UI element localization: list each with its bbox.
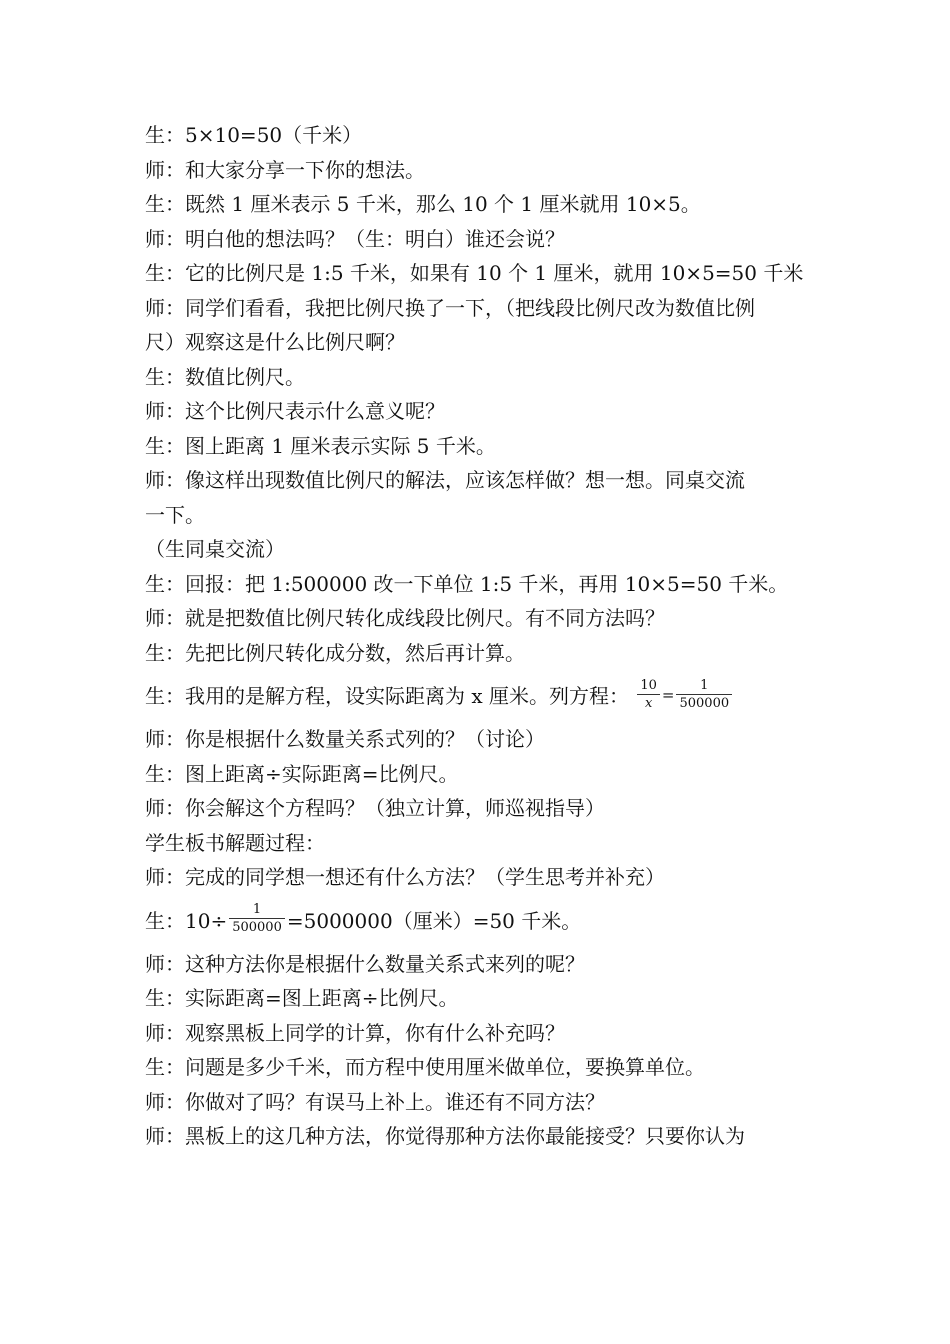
text-line: 一下。 <box>145 502 205 527</box>
text-line: （生同桌交流） <box>145 537 285 561</box>
text-line: 师：这个比例尺表示什么意义呢？ <box>145 399 445 423</box>
text-line: 师：明白他的想法吗？（生：明白）谁还会说？ <box>145 226 565 251</box>
document-body <box>145 118 810 1154</box>
text-line: 师：同学们看看，我把比例尺换了一下，（把线段比例尺改为数值比例 <box>145 295 755 320</box>
division-prefix: 生：10÷ <box>145 908 228 933</box>
text-line: 学生板书解题过程： <box>145 830 325 855</box>
text-line: 师：你做对了吗？有误马上补上。谁还有不同方法？ <box>145 1089 605 1114</box>
text-line: 生：问题是多少千米，而方程中使用厘米做单位，要换算单位。 <box>145 1055 705 1079</box>
division-line <box>145 895 810 947</box>
text-line: 师：这种方法你是根据什么数量关系式来列的呢？ <box>145 951 585 976</box>
equation-right-fraction <box>676 678 732 712</box>
fraction-denominator: x <box>637 694 660 712</box>
division-fraction <box>229 902 285 936</box>
text-line: 师：完成的同学想一想还有什么方法？（学生思考并补充） <box>145 865 665 889</box>
equation-left-fraction <box>637 678 660 712</box>
equation-line <box>145 670 810 722</box>
text-line: 生：先把比例尺转化成分数，然后再计算。 <box>145 640 525 665</box>
division-suffix: =5000000（厘米）=50 千米。 <box>286 908 582 933</box>
fraction-denominator: 500000 <box>676 694 732 712</box>
text-line: 生：5×10=50（千米） <box>145 123 363 147</box>
text-line: 师：和大家分享一下你的想法。 <box>145 157 425 182</box>
text-line: 生：实际距离=图上距离÷比例尺。 <box>145 986 459 1010</box>
text-line: 生：图上距离 1 厘米表示实际 5 千米。 <box>145 433 496 458</box>
text-line: 师：你是根据什么数量关系式列的？（讨论） <box>145 727 545 751</box>
fraction-numerator: 10 <box>640 677 657 693</box>
text-line: 师：就是把数值比例尺转化成线段比例尺。有不同方法吗？ <box>145 606 665 630</box>
text-line: 师：黑板上的这几种方法，你觉得那种方法你最能接受？只要你认为 <box>145 1124 745 1148</box>
fraction-numerator: 1 <box>700 677 709 693</box>
fraction-denominator: 500000 <box>229 918 285 936</box>
text-line: 生：既然 1 厘米表示 5 千米，那么 10 个 1 厘米就用 10×5。 <box>145 192 701 216</box>
text-line: 师：你会解这个方程吗？（独立计算，师巡视指导） <box>145 796 605 820</box>
text-line: 师：像这样出现数值比例尺的解法，应该怎样做？想一想。同桌交流 <box>145 468 745 492</box>
text-line: 生：回报：把 1:500000 改一下单位 1:5 千米，再用 10×5=50 千米。 <box>145 571 789 596</box>
text-line: 生：图上距离÷实际距离=比例尺。 <box>145 761 459 786</box>
equation-prefix: 生：我用的是解方程，设实际距离为 x 厘米。列方程： <box>145 684 629 708</box>
equals-sign: = <box>661 685 675 704</box>
text-line: 尺）观察这是什么比例尺啊？ <box>145 330 405 354</box>
text-line: 生：数值比例尺。 <box>145 364 305 389</box>
fraction-numerator: 1 <box>252 902 262 917</box>
text-line: 师：观察黑板上同学的计算，你有什么补充吗？ <box>145 1020 565 1045</box>
text-line: 生：它的比例尺是 1:5 千米，如果有 10 个 1 厘米，就用 10×5=50 千米 <box>145 261 804 285</box>
